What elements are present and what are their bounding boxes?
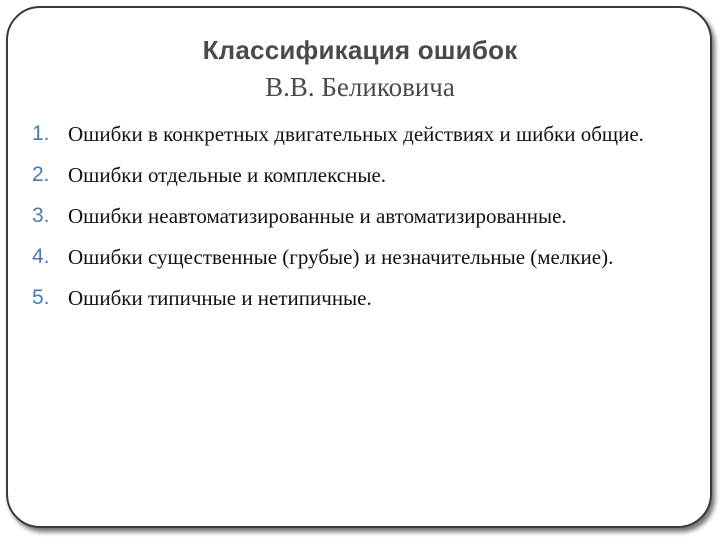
list-item bbox=[32, 202, 692, 230]
list-item bbox=[32, 161, 692, 189]
list-item-text: Ошибки в конкретных двигательных действиях и шибки общие. bbox=[68, 122, 644, 146]
list-item-number: 2. bbox=[32, 163, 50, 186]
list-item-text: Ошибки неавтоматизированные и автоматизированные. bbox=[68, 204, 567, 228]
title-block bbox=[0, 34, 720, 104]
list-item-text: Ошибки типичные и нетипичные. bbox=[68, 286, 372, 310]
list-item-number: 1. bbox=[32, 122, 50, 145]
list-item-text: Ошибки отдельные и комплексные. bbox=[68, 163, 387, 187]
list-item-number: 3. bbox=[32, 204, 50, 227]
slide-title: Классификация ошибок bbox=[202, 35, 518, 65]
list-item-number: 4. bbox=[32, 245, 50, 268]
list-item bbox=[32, 284, 692, 312]
list-item-text: Ошибки существенные (грубые) и незначительные (мелкие). bbox=[68, 245, 614, 269]
list-item-number: 5. bbox=[32, 286, 50, 309]
list-item bbox=[32, 120, 692, 148]
error-classification-list bbox=[32, 120, 692, 325]
slide-subtitle: В.В. Беликовича bbox=[265, 72, 455, 102]
list-item bbox=[32, 243, 692, 271]
